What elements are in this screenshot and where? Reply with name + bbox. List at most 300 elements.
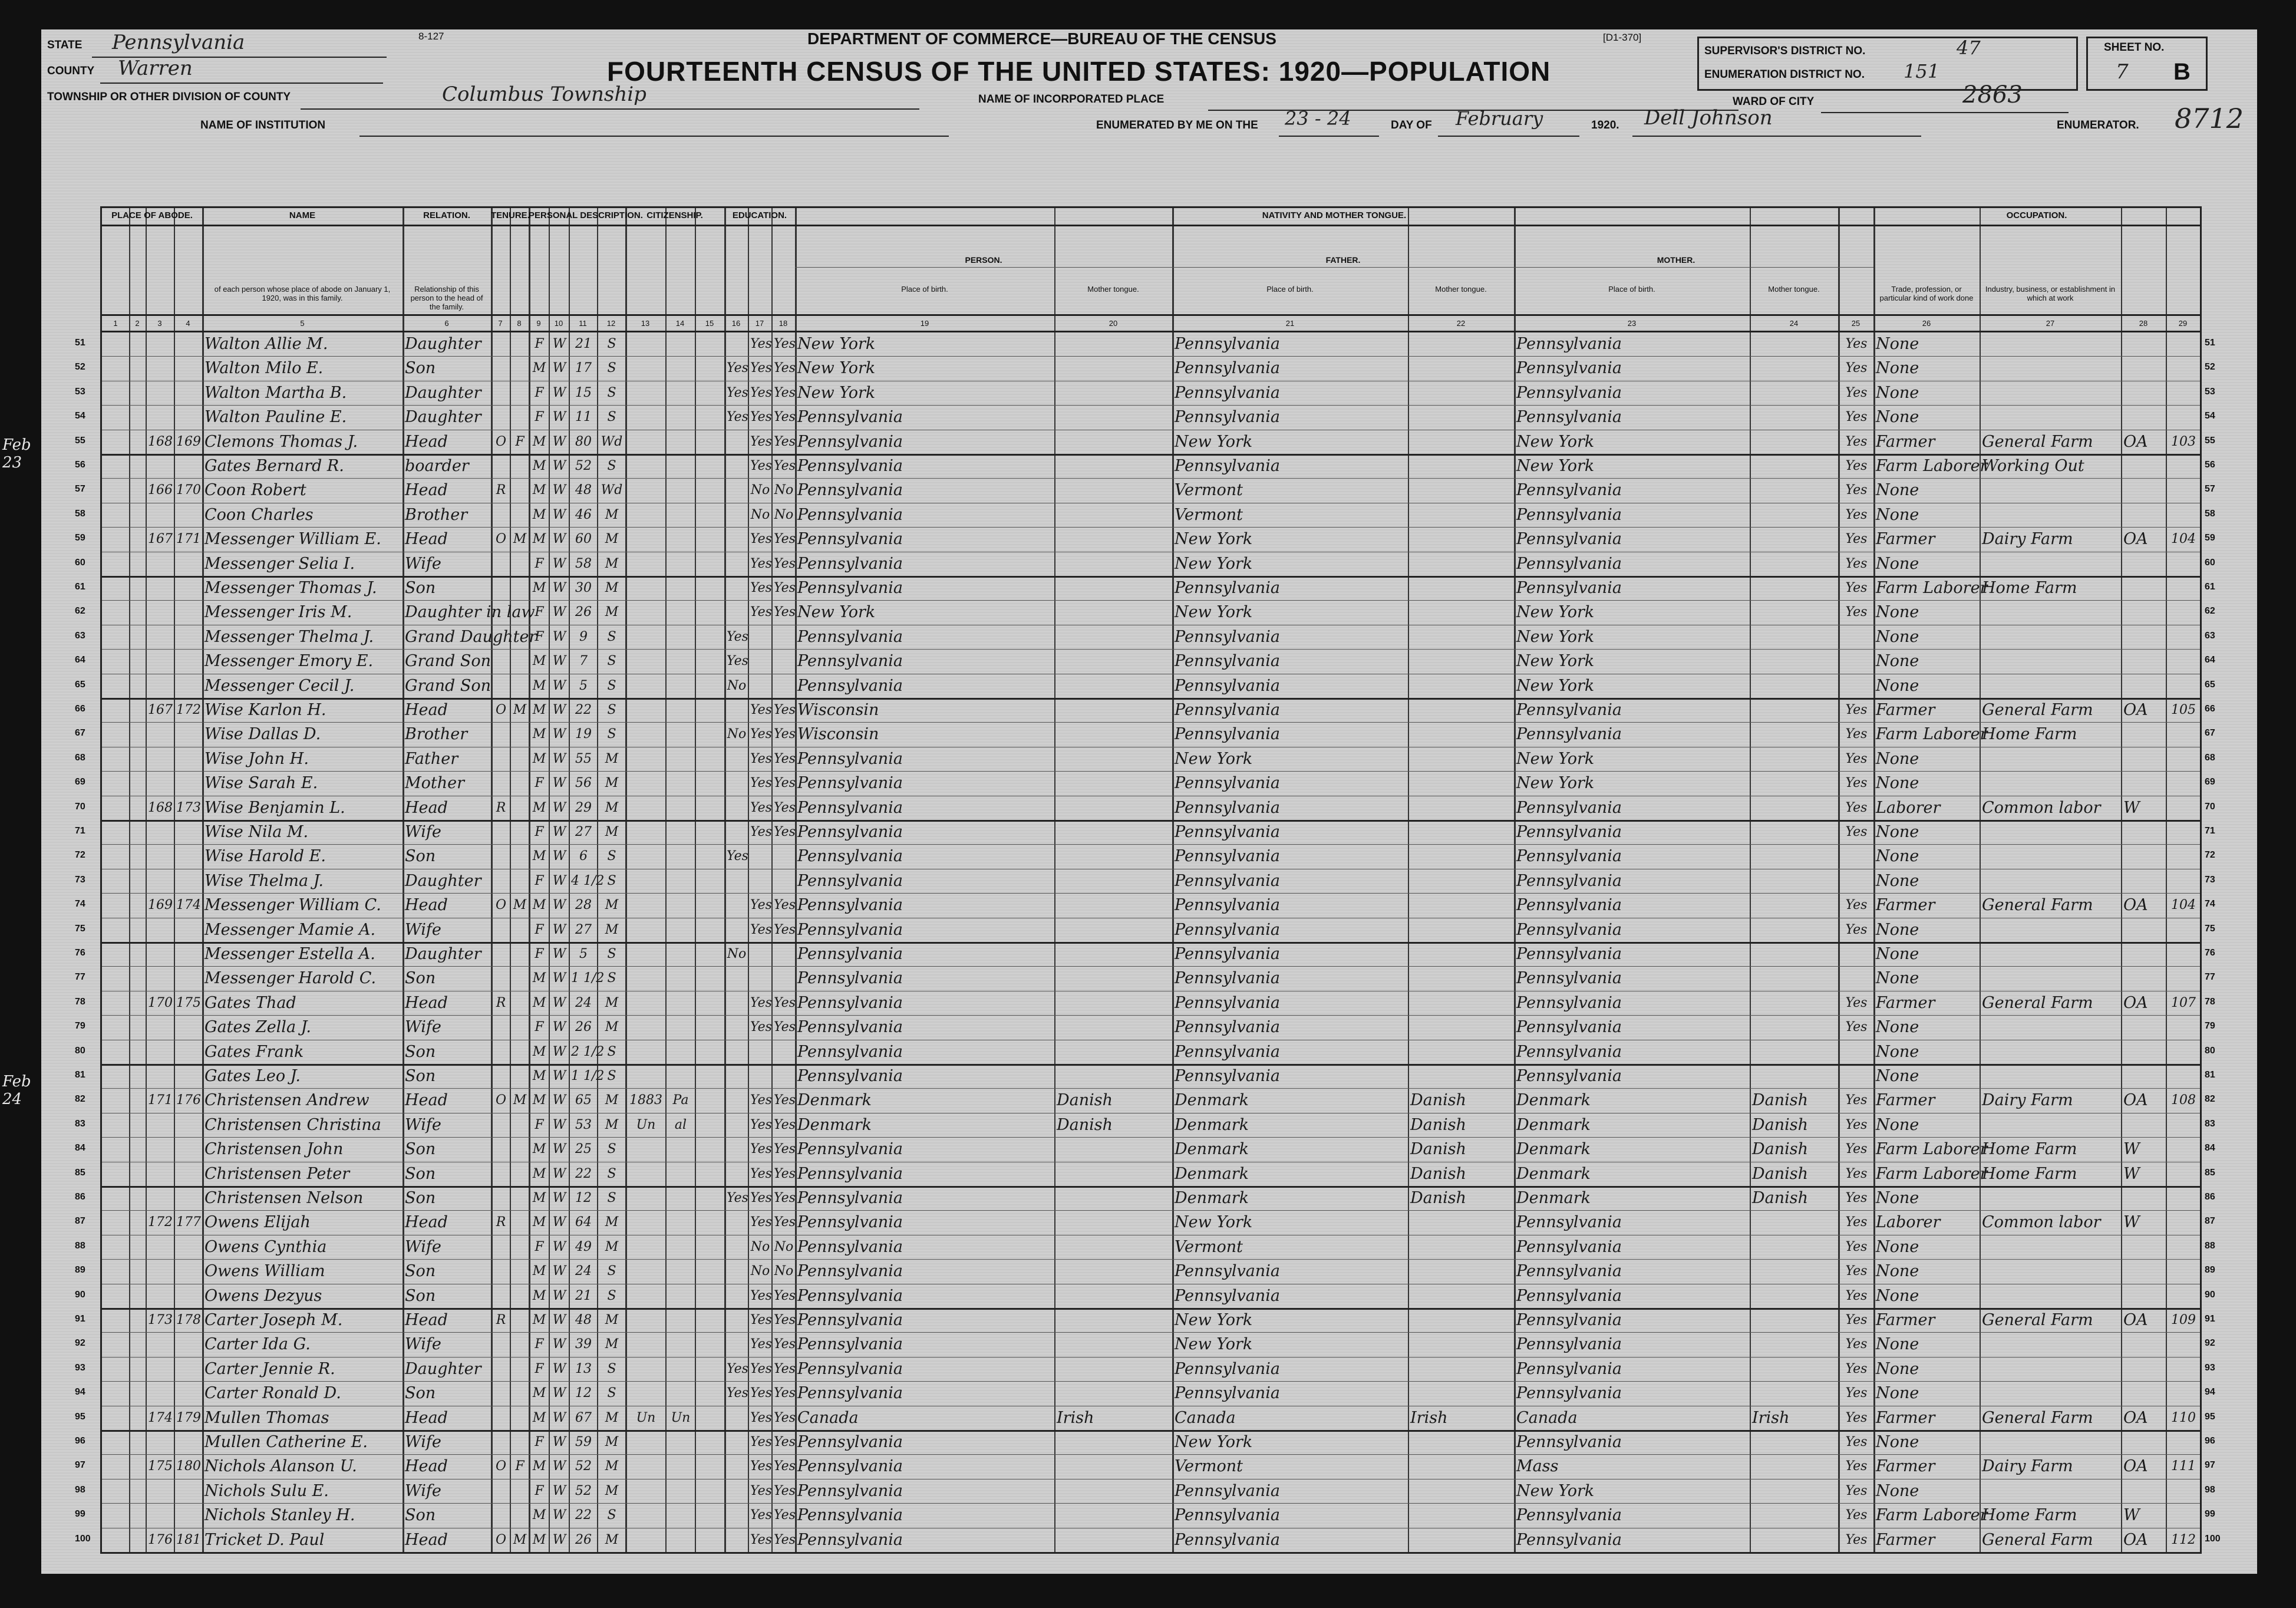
cell-rel: Wife (405, 554, 441, 573)
cell-sex: M (532, 800, 546, 815)
cell-sex: F (535, 1239, 544, 1254)
cell-race: W (552, 1044, 566, 1059)
cell-write: Yes (774, 1288, 796, 1303)
cell-name: Messenger Emory E. (204, 652, 374, 671)
cell-name: Messenger William E. (204, 530, 381, 549)
cell-pob: Pennsylvania (797, 945, 903, 963)
cell-name: Messenger Harold C. (204, 969, 377, 988)
cell-mmt: Irish (1752, 1408, 1790, 1427)
cell-mpob: Pennsylvania (1516, 1286, 1622, 1305)
cell-write: Yes (774, 1215, 796, 1230)
cell-race: W (552, 1508, 566, 1523)
cell-mpob: Pennsylvania (1516, 993, 1622, 1012)
cell-yr: Un (636, 1410, 656, 1425)
column-number: 4 (186, 319, 190, 328)
cell-read: Yes (750, 703, 772, 717)
line-number: 72 (75, 850, 85, 861)
cell-fpob: Pennsylvania (1175, 896, 1280, 915)
cell-sex: M (532, 995, 546, 1010)
cell-own: O (495, 1093, 507, 1108)
cell-read: Yes (750, 727, 772, 742)
township-value: Columbus Township (442, 83, 646, 106)
cell-race: W (552, 703, 566, 717)
cell-pob: Denmark (797, 1091, 872, 1110)
cell-sex: M (532, 654, 546, 669)
line-number-right: 68 (2205, 752, 2215, 763)
cell-read: No (750, 483, 770, 498)
cell-occ: Farm Laborer (1876, 1140, 1988, 1159)
cell-race: W (552, 361, 566, 376)
cell-name: Messenger William C. (204, 896, 381, 915)
cell-write: Yes (774, 1020, 796, 1035)
cell-ind: General Farm (1982, 1311, 2093, 1329)
cell-mar: Wd (601, 434, 623, 449)
cell-write: Yes (774, 385, 796, 400)
cell-write: Yes (774, 459, 796, 473)
line-number-right: 90 (2205, 1289, 2215, 1300)
cell-age: 58 (575, 556, 592, 571)
cell-ind: Home Farm (1982, 579, 2077, 597)
cell-write: Yes (774, 1117, 796, 1132)
cell-occ: Farmer (1876, 432, 1935, 451)
cell-mpob: Denmark (1516, 1164, 1591, 1183)
cell-race: W (552, 825, 566, 839)
cell-name: Gates Frank (204, 1042, 304, 1061)
cell-cls: OA (2123, 896, 2148, 915)
cell-rel: Son (405, 1384, 436, 1403)
cell-mar: M (605, 1435, 619, 1449)
row-rule (102, 1088, 2200, 1089)
cell-occ: None (1876, 1042, 1919, 1061)
cell-occ: None (1876, 774, 1919, 793)
line-number: 76 (75, 948, 85, 958)
cell-mmt: Danish (1752, 1115, 1809, 1134)
cell-sex: F (535, 629, 544, 644)
cell-pob: New York (797, 335, 876, 353)
cell-mpob: New York (1516, 1481, 1595, 1500)
cell-occ: Farm Laborer (1876, 457, 1988, 475)
line-number: 69 (75, 777, 85, 787)
cell-age: 12 (575, 1386, 592, 1401)
group-header-education: EDUCATION. (732, 210, 787, 220)
column-number: 3 (157, 319, 162, 328)
column-number: 16 (731, 319, 741, 328)
line-number: 85 (75, 1167, 85, 1178)
enumerated-day: 23 - 24 (1285, 107, 1351, 130)
cell-occ: Farmer (1876, 701, 1935, 719)
cell-rel: Head (405, 432, 448, 451)
cell-sex: F (535, 1435, 544, 1449)
cell-write: Yes (774, 605, 796, 620)
line-number-right: 71 (2205, 826, 2215, 836)
line-number-right: 99 (2205, 1509, 2215, 1520)
cell-mpob: Pennsylvania (1516, 798, 1622, 817)
cell-name: Gates Thad (204, 993, 296, 1012)
cell-mpob: Pennsylvania (1516, 1335, 1622, 1354)
subgroup-rule (795, 267, 1873, 268)
cell-pob: Pennsylvania (797, 1335, 903, 1354)
cell-race: W (552, 849, 566, 864)
cell-own: O (495, 703, 507, 717)
cell-read: No (750, 507, 770, 522)
cell-occ: None (1876, 1335, 1919, 1354)
cell-pob: Pennsylvania (797, 652, 903, 671)
cell-pob: Pennsylvania (797, 1530, 903, 1549)
cell-write: No (774, 507, 794, 522)
cell-write: Yes (774, 1410, 796, 1425)
cell-pob: Pennsylvania (797, 530, 903, 549)
cell-mpob: Denmark (1516, 1115, 1591, 1134)
cell-rel: Son (405, 1042, 436, 1061)
cell-age: 15 (575, 385, 592, 400)
cell-write: Yes (774, 1435, 796, 1449)
cell-age: 52 (575, 459, 592, 473)
line-number: 90 (75, 1289, 85, 1300)
cell-name: Owens Cynthia (204, 1237, 327, 1256)
cell-write: Yes (774, 1532, 796, 1547)
group-header-tenure: TENURE. (491, 210, 530, 220)
cell-pob: Pennsylvania (797, 1067, 903, 1085)
row-rule (102, 966, 2200, 967)
cell-ind: Home Farm (1982, 725, 2077, 744)
line-number-right: 64 (2205, 655, 2215, 665)
cell-eng: Yes (1845, 1386, 1868, 1401)
cell-rel: Wife (405, 920, 441, 939)
column-title-name: of each person whose place of abode on January 1, 1920, was in this family. (214, 285, 391, 302)
cell-race: W (552, 1166, 566, 1181)
row-rule (102, 1454, 2200, 1455)
line-number-right: 95 (2205, 1411, 2215, 1422)
cell-dw: 167 (148, 532, 173, 547)
cell-read: Yes (750, 434, 772, 449)
cell-occ: None (1876, 554, 1919, 573)
cell-mtg: M (513, 532, 527, 547)
cell-sex: M (532, 1288, 546, 1303)
cell-race: W (552, 507, 566, 522)
cell-fpob: Pennsylvania (1175, 579, 1280, 597)
cell-rel: Head (405, 1408, 448, 1427)
column-number: 26 (1922, 319, 1931, 328)
cell-sch: Yes (727, 654, 748, 669)
row-rule (102, 844, 2200, 845)
cell-write: Yes (774, 1361, 796, 1376)
column-divider (529, 208, 530, 1552)
cell-code: 103 (2171, 434, 2196, 449)
cell-read: Yes (750, 605, 772, 620)
cell-read: No (750, 1239, 770, 1254)
cell-fam: 178 (176, 1313, 201, 1327)
row-rule (102, 1210, 2200, 1211)
cell-sex: F (535, 873, 544, 888)
cell-age: 24 (575, 1264, 592, 1279)
cell-sex: F (535, 337, 544, 351)
row-rule (102, 1137, 2200, 1138)
line-number: 86 (75, 1192, 85, 1202)
column-title-pob: Place of birth. (901, 285, 948, 294)
cell-rel: Son (405, 969, 436, 988)
cell-age: 59 (575, 1435, 592, 1449)
cell-cls: W (2123, 1506, 2140, 1525)
row-rule (102, 1479, 2200, 1480)
cell-rel: Father (405, 749, 458, 768)
cell-rel: Head (405, 798, 448, 817)
header-rule (102, 225, 2200, 226)
cell-race: W (552, 1093, 566, 1108)
cell-fmt: Danish (1410, 1164, 1467, 1183)
cell-sch: No (727, 947, 747, 961)
cell-read: Yes (750, 581, 772, 595)
cell-sex: F (535, 825, 544, 839)
cell-pob: New York (797, 383, 876, 402)
cell-age: 27 (575, 825, 592, 839)
cell-eng: Yes (1845, 995, 1868, 1010)
line-number-right: 91 (2205, 1314, 2215, 1324)
cell-sex: M (532, 459, 546, 473)
cell-mar: S (607, 1044, 616, 1059)
line-number-right: 72 (2205, 850, 2215, 861)
cell-write: Yes (774, 1166, 796, 1181)
cell-dw: 170 (148, 995, 173, 1010)
cell-mpob: New York (1516, 457, 1595, 475)
ward-value: 2863 (1962, 81, 2023, 108)
sheet-label: SHEET NO. (2104, 41, 2165, 54)
cell-read: Yes (750, 898, 772, 913)
cell-eng: Yes (1845, 1361, 1868, 1376)
column-number: 18 (778, 319, 788, 328)
incorporated-label: NAME OF INCORPORATED PLACE (978, 93, 1165, 106)
cell-cls: W (2123, 1164, 2140, 1183)
line-number: 74 (75, 899, 85, 910)
cell-pob: Pennsylvania (797, 676, 903, 695)
cell-own: R (496, 1313, 506, 1327)
cell-dw: 176 (148, 1532, 173, 1547)
cell-write: Yes (774, 410, 796, 425)
cell-rel: Son (405, 1189, 436, 1207)
cell-dw: 166 (148, 483, 173, 498)
cell-pob: Pennsylvania (797, 1189, 903, 1207)
cell-fmt: Danish (1410, 1189, 1467, 1207)
cell-occ: None (1876, 481, 1919, 500)
cell-rel: Head (405, 993, 448, 1012)
cell-ind: General Farm (1982, 896, 2093, 915)
cell-mar: M (605, 1239, 619, 1254)
cell-age: 80 (575, 434, 592, 449)
cell-pob: Pennsylvania (797, 749, 903, 768)
cell-write: Yes (774, 1142, 796, 1157)
line-number-right: 87 (2205, 1216, 2215, 1227)
group-header-name: NAME (289, 210, 316, 220)
cell-sex: M (532, 1459, 546, 1474)
cell-mpob: Pennsylvania (1516, 530, 1622, 549)
line-number: 75 (75, 923, 85, 934)
year-label: 1920. (1591, 119, 1619, 131)
cell-rel: Head (405, 1091, 448, 1110)
cell-nat: al (674, 1117, 687, 1132)
cell-read: Yes (750, 361, 772, 376)
cell-race: W (552, 1459, 566, 1474)
cell-pob: Wisconsin (797, 725, 879, 744)
cell-fpob: New York (1175, 749, 1253, 768)
line-number-right: 96 (2205, 1436, 2215, 1446)
cell-name: Clemons Thomas J. (204, 432, 358, 451)
cell-race: W (552, 800, 566, 815)
cell-mar: M (605, 800, 619, 815)
cell-race: W (552, 898, 566, 913)
cell-mar: S (607, 654, 616, 669)
cell-mar: S (607, 385, 616, 400)
cell-occ: Laborer (1876, 798, 1941, 817)
cell-fpob: Pennsylvania (1175, 1286, 1280, 1305)
cell-rel: Son (405, 359, 436, 378)
cell-name: Messenger Thomas J. (204, 579, 377, 597)
cell-mpob: Pennsylvania (1516, 1359, 1622, 1378)
cell-eng: Yes (1845, 434, 1868, 449)
cell-mt: Danish (1057, 1115, 1113, 1134)
cell-mpob: New York (1516, 676, 1595, 695)
cell-code: 110 (2171, 1410, 2196, 1425)
cell-rel: Son (405, 1506, 436, 1525)
cell-fam: 181 (176, 1532, 201, 1547)
cell-age: 39 (575, 1337, 592, 1352)
line-number-right: 85 (2205, 1167, 2215, 1178)
cell-read: Yes (750, 1483, 772, 1498)
line-number-right: 93 (2205, 1362, 2215, 1373)
cell-fam: 179 (176, 1410, 201, 1425)
cell-rel: Son (405, 1140, 436, 1159)
cell-name: Walton Allie M. (204, 335, 328, 353)
column-divider (491, 208, 493, 1552)
row-rule (102, 478, 2200, 479)
cell-cls: OA (2123, 432, 2148, 451)
cell-mt: Irish (1057, 1408, 1094, 1427)
form-number: 8-127 (418, 31, 444, 42)
cell-age: 6 (579, 849, 588, 864)
cell-race: W (552, 581, 566, 595)
cell-sex: M (532, 849, 546, 864)
cell-mar: M (605, 605, 619, 620)
census-table (75, 206, 2221, 1554)
cell-race: W (552, 605, 566, 620)
cell-yr: Un (636, 1117, 656, 1132)
cell-race: W (552, 1239, 566, 1254)
cell-rel: Son (405, 1262, 436, 1281)
line-number-right: 57 (2205, 484, 2215, 495)
subgroup-mother: MOTHER. (1657, 255, 1695, 265)
cell-mpob: Pennsylvania (1516, 481, 1622, 500)
cell-name: Christensen Andrew (204, 1091, 370, 1110)
cell-race: W (552, 1361, 566, 1376)
cell-occ: Farmer (1876, 1408, 1935, 1427)
cell-sex: F (535, 385, 544, 400)
group-header-relation: RELATION. (423, 210, 470, 220)
cell-race: W (552, 678, 566, 693)
cell-age: 22 (575, 1508, 592, 1523)
cell-code: 109 (2171, 1313, 2196, 1327)
cell-code: 104 (2171, 532, 2196, 547)
cell-name: Messenger Thelma J. (204, 627, 374, 646)
cell-pob: Pennsylvania (797, 1384, 903, 1403)
cell-name: Christensen Nelson (204, 1189, 364, 1207)
cell-mar: M (605, 1532, 619, 1547)
cell-name: Mullen Thomas (204, 1408, 329, 1427)
cell-mar: M (605, 1215, 619, 1230)
line-number-right: 97 (2205, 1460, 2215, 1471)
row-rule (102, 405, 2200, 406)
column-number: 22 (1456, 319, 1466, 328)
cell-eng: Yes (1845, 507, 1868, 522)
column-number: 7 (498, 319, 503, 328)
cell-read: Yes (750, 751, 772, 766)
cell-fpob: New York (1175, 1213, 1253, 1232)
line-number-right: 73 (2205, 874, 2215, 885)
cell-sex: M (532, 1166, 546, 1181)
cell-write: Yes (774, 361, 796, 376)
cell-cls: OA (2123, 993, 2148, 1012)
cell-mpob: Pennsylvania (1516, 1506, 1622, 1525)
cell-sex: M (532, 1532, 546, 1547)
cell-fpob: Pennsylvania (1175, 335, 1280, 353)
supervisor-number: 47 (1957, 37, 1981, 59)
cell-eng: Yes (1845, 605, 1868, 620)
cell-mpob: Pennsylvania (1516, 554, 1622, 573)
cell-race: W (552, 1020, 566, 1035)
cell-cls: W (2123, 1213, 2140, 1232)
cell-rel: Wife (405, 1018, 441, 1037)
cell-write: Yes (774, 898, 796, 913)
cell-name: Messenger Estella A. (204, 945, 375, 963)
cell-fpob: Denmark (1175, 1091, 1249, 1110)
line-number: 52 (75, 362, 85, 373)
line-number-right: 81 (2205, 1070, 2215, 1080)
group-header-occupation: OCCUPATION. (2006, 210, 2067, 220)
cell-age: 24 (575, 995, 592, 1010)
cell-sch: Yes (727, 410, 748, 425)
cell-mpob: Denmark (1516, 1091, 1591, 1110)
cell-eng: Yes (1845, 751, 1868, 766)
cell-cls: W (2123, 798, 2140, 817)
cell-dw: 167 (148, 703, 173, 717)
cell-age: 21 (575, 337, 592, 351)
cell-occ: None (1876, 408, 1919, 427)
cell-eng: Yes (1845, 532, 1868, 547)
row-rule (102, 649, 2200, 650)
cell-rel: Brother (405, 725, 468, 744)
margin-note-1: Feb 23 (2, 436, 31, 472)
cell-pob: New York (797, 603, 876, 622)
cell-dw: 175 (148, 1459, 173, 1474)
cell-age: 67 (575, 1410, 592, 1425)
cell-mar: M (605, 1093, 619, 1108)
cell-pob: Pennsylvania (797, 1433, 903, 1451)
cell-age: 65 (575, 1093, 592, 1108)
column-divider (1054, 208, 1055, 1552)
cell-code: 111 (2171, 1459, 2196, 1474)
cell-mar: M (605, 898, 619, 913)
line-number: 57 (75, 484, 85, 495)
cell-name: Walton Martha B. (204, 383, 347, 402)
cell-name: Carter Ida G. (204, 1335, 311, 1354)
cell-race: W (552, 873, 566, 888)
cell-pob: Pennsylvania (797, 1506, 903, 1525)
line-number: 88 (75, 1240, 85, 1251)
cell-read: Yes (750, 1532, 772, 1547)
cell-age: 7 (579, 654, 588, 669)
cell-ind: General Farm (1982, 993, 2093, 1012)
cell-fpob: New York (1175, 1335, 1253, 1354)
cell-eng: Yes (1845, 1435, 1868, 1449)
line-number: 99 (75, 1509, 85, 1520)
cell-mpob: Pennsylvania (1516, 1213, 1622, 1232)
